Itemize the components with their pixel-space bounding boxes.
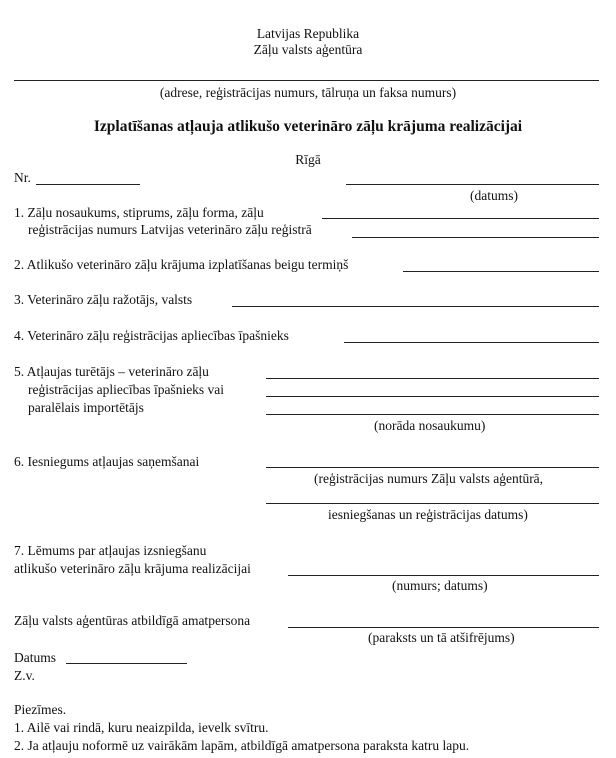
stamp-label: Z.v. — [14, 668, 35, 683]
item5-text-line3: paralēlais importētājs — [28, 400, 144, 415]
item6-line2 — [266, 503, 599, 504]
note-2: 2. Ja atļauju noformē uz vairākām lapām, atbildīgā amatpersona paraksta katru lapu. — [14, 738, 470, 753]
number-label: Nr. — [14, 170, 31, 185]
item3-line — [232, 306, 599, 307]
item5-text-line2: reģistrācijas apliecības īpašnieks vai — [28, 382, 225, 397]
date-label: Datums — [14, 650, 56, 665]
item6-caption1: (reģistrācijas numurs Zāļu valsts aģentūrā, — [314, 471, 544, 486]
signature-line — [288, 627, 599, 628]
item5-line2 — [266, 396, 599, 397]
item6-caption2: iesniegšanas un reģistrācijas datums) — [328, 507, 528, 522]
item5-line1 — [266, 378, 599, 379]
date-caption: (datums) — [470, 188, 518, 203]
address-line — [14, 80, 599, 81]
place-label: Rīgā — [295, 152, 321, 167]
date-line — [346, 184, 599, 185]
item7-text-line1: 7. Lēmums par atļaujas izsniegšanu — [14, 543, 207, 558]
notes-heading: Piezīmes. — [14, 702, 67, 717]
item1-text-line1: 1. Zāļu nosaukums, stiprums, zāļu forma, zāļu — [14, 205, 264, 220]
signature-label: Zāļu valsts aģentūras atbildīgā amatpersona — [14, 613, 251, 628]
item5-caption: (norāda nosaukumu) — [374, 418, 486, 433]
item4-text: 4. Veterināro zāļu reģistrācijas apliecības īpašnieks — [14, 328, 289, 343]
item5-line3 — [266, 414, 599, 415]
item1-line1 — [322, 218, 599, 219]
address-caption: (adrese, reģistrācijas numurs, tālruņa un faksa numurs) — [159, 85, 457, 100]
republic-name: Latvijas Republika — [256, 26, 360, 41]
note-1: 1. Ailē vai rindā, kuru neaizpilda, ievelk svītru. — [14, 720, 269, 735]
document-title: Izplatīšanas atļauja atlikušo veterināro zāļu krājuma realizācijai — [93, 118, 523, 135]
item2-line — [403, 271, 599, 272]
item6-line1 — [266, 467, 599, 468]
item1-line2 — [352, 237, 599, 238]
item7-text-line2: atlikušo veterināro zāļu krājuma realizācijai — [14, 561, 251, 576]
item5-text-line1: 5. Atļaujas turētājs – veterināro zāļu — [14, 364, 209, 379]
item2-text: 2. Atlikušo veterināro zāļu krājuma izplatīšanas beigu termiņš — [14, 257, 349, 272]
agency-name: Zāļu valsts aģentūra — [253, 42, 363, 57]
number-line — [36, 184, 140, 185]
item3-text: 3. Veterināro zāļu ražotājs, valsts — [14, 292, 193, 307]
signature-caption: (paraksts un tā atšifrējums) — [368, 630, 515, 645]
item4-line — [344, 342, 599, 343]
item1-text-line2: reģistrācijas numurs Latvijas veterināro zāļu reģistrā — [28, 222, 312, 237]
item6-text: 6. Iesniegums atļaujas saņemšanai — [14, 454, 200, 469]
item7-caption: (numurs; datums) — [392, 578, 488, 593]
date-signature-line — [66, 663, 187, 664]
item7-line — [288, 575, 599, 576]
